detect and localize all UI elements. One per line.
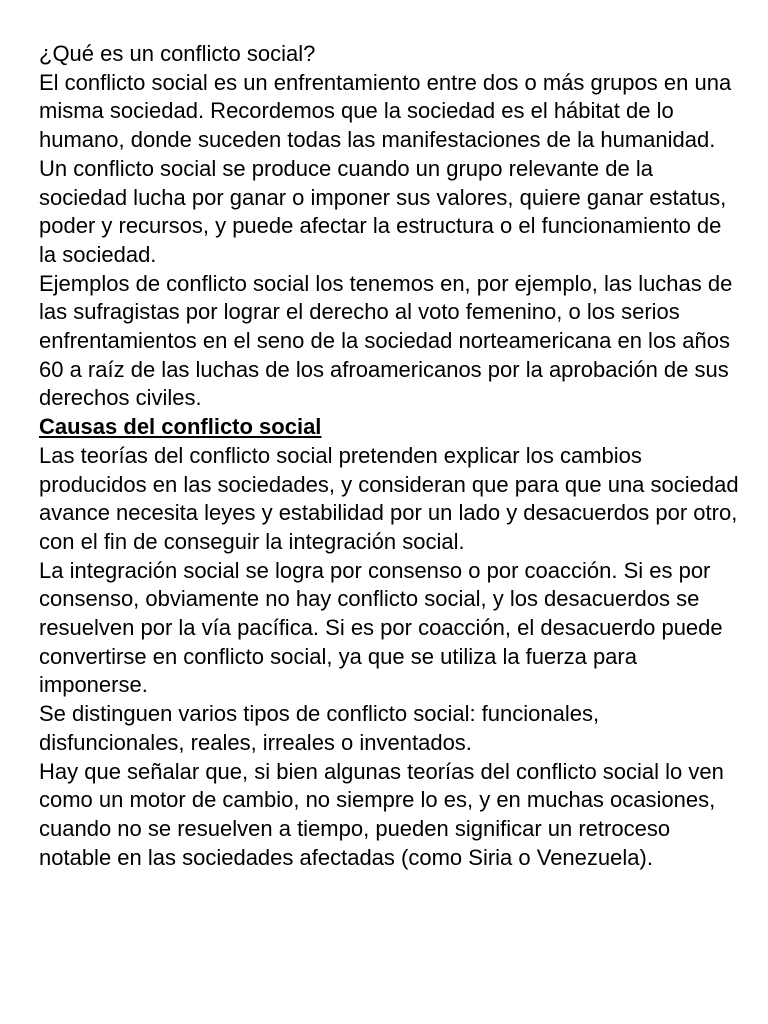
- paragraph-production: Un conflicto social se produce cuando un grupo relevante de la sociedad lucha por ganar o imponer sus valores, quiere ganar estatus, poder y recursos, y puede afectar la estructura o el funcionamiento de la sociedad.: [39, 155, 727, 267]
- paragraph-examples: Ejemplos de conflicto social los tenemos en, por ejemplo, las luchas de las sufragistas por lograr el derecho al voto femenino, o los serios enfrentamientos en el seno de la sociedad norteamericana en los años 60 a raíz de las luchas de los afroamericanos por la aprobación de sus derechos civiles.: [39, 270, 733, 411]
- paragraph-definition: El conflicto social es un enfrentamiento entre dos o más grupos en una misma sociedad. Recordemos que la sociedad es el hábitat de lo humano, donde suceden todas las manifestaciones de la humanidad.: [39, 69, 732, 153]
- paragraph-types: Se distinguen varios tipos de conflicto social: funcionales, disfuncionales, reales, irreales o inventados.: [39, 701, 600, 755]
- document-page: [39, 40, 739, 872]
- section-heading-causes: Causas del conflicto social: [39, 414, 322, 440]
- paragraph-integration: La integración social se logra por consenso o por coacción. Si es por consenso, obviamente no hay conflicto social, y los desacuerdos se resuelven por la vía pacífica. Si es por coacción, el desacuerdo puede convertirse en conflicto social, ya que se utiliza la fuerza para imponerse.: [39, 557, 723, 698]
- question-title: ¿Qué es un conflicto social?: [39, 41, 316, 66]
- paragraph-theories: Las teorías del conflicto social pretenden explicar los cambios producidos en las sociedades, y consideran que para que una sociedad avance necesita leyes y estabilidad por un lado y desacuerdos por otro, con el fin de conseguir la integración social.: [39, 442, 739, 554]
- paragraph-conclusion: Hay que señalar que, si bien algunas teorías del conflicto social lo ven como un motor de cambio, no siempre lo es, y en muchas ocasiones, cuando no se resuelven a tiempo, pueden significar un retroceso notable en las sociedades afectadas (como Siria o Venezuela).: [39, 758, 724, 870]
